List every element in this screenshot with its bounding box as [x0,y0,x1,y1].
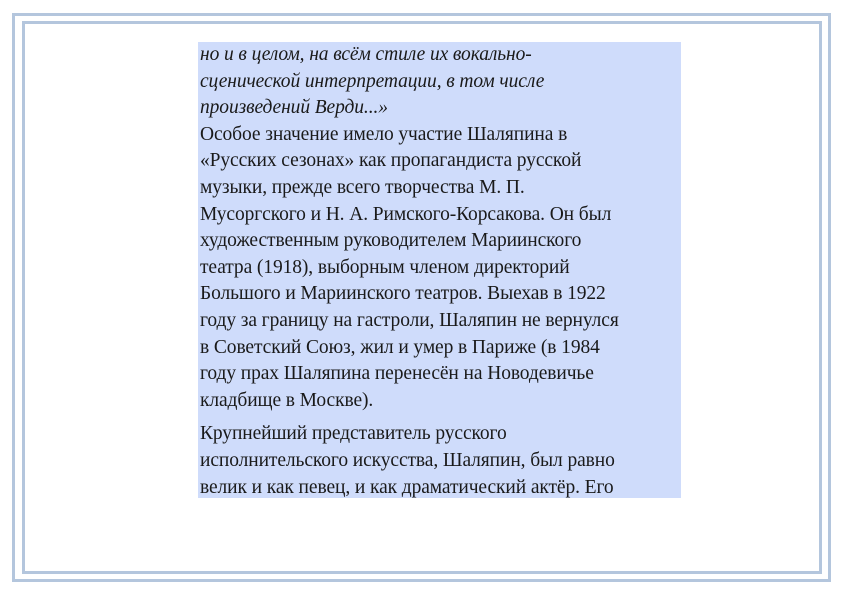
quote-line: произведений Верди...» [200,97,388,119]
text-line: художественным руководителем Мариинского [200,230,582,252]
text-line: кладбище в Москве). [200,389,374,411]
text-line: в Советский Союз, жил и умер в Париже (в 1984 [200,336,600,358]
text-line: Крупнейший представитель русского [200,423,507,445]
text-line: Особое значение имело участие Шаляпина в [200,123,568,145]
text-line: году за границу на гастроли, Шаляпин не вернулся [200,309,619,331]
paragraph-chaliapin-role [200,122,681,415]
paragraph-chaliapin-legacy [200,421,681,501]
text-line: театра (1918), выборным членом директорий [200,256,570,278]
text-line: Большого и Мариинского театров. Выехав в 1922 [200,283,606,305]
text-line: музыки, прежде всего творчества М. П. [200,176,525,198]
text-line: исполнительского искусства, Шаляпин, был равно [200,449,615,471]
text-line: году прах Шаляпина перенесён на Новодевичье [200,363,594,385]
text-box [198,42,681,498]
text-line: велик и как певец, и как драматический актёр. Его [200,476,614,498]
text-line: Мусоргского и Н. А. Римского-Корсакова. Он был [200,203,612,225]
text-line: «Русских сезонах» как пропагандиста русской [200,150,582,172]
quote-paragraph [200,42,681,122]
quote-line: сценической интерпретации, в том числе [200,70,545,92]
quote-line: но и в целом, на всём стиле их вокально- [200,44,532,65]
